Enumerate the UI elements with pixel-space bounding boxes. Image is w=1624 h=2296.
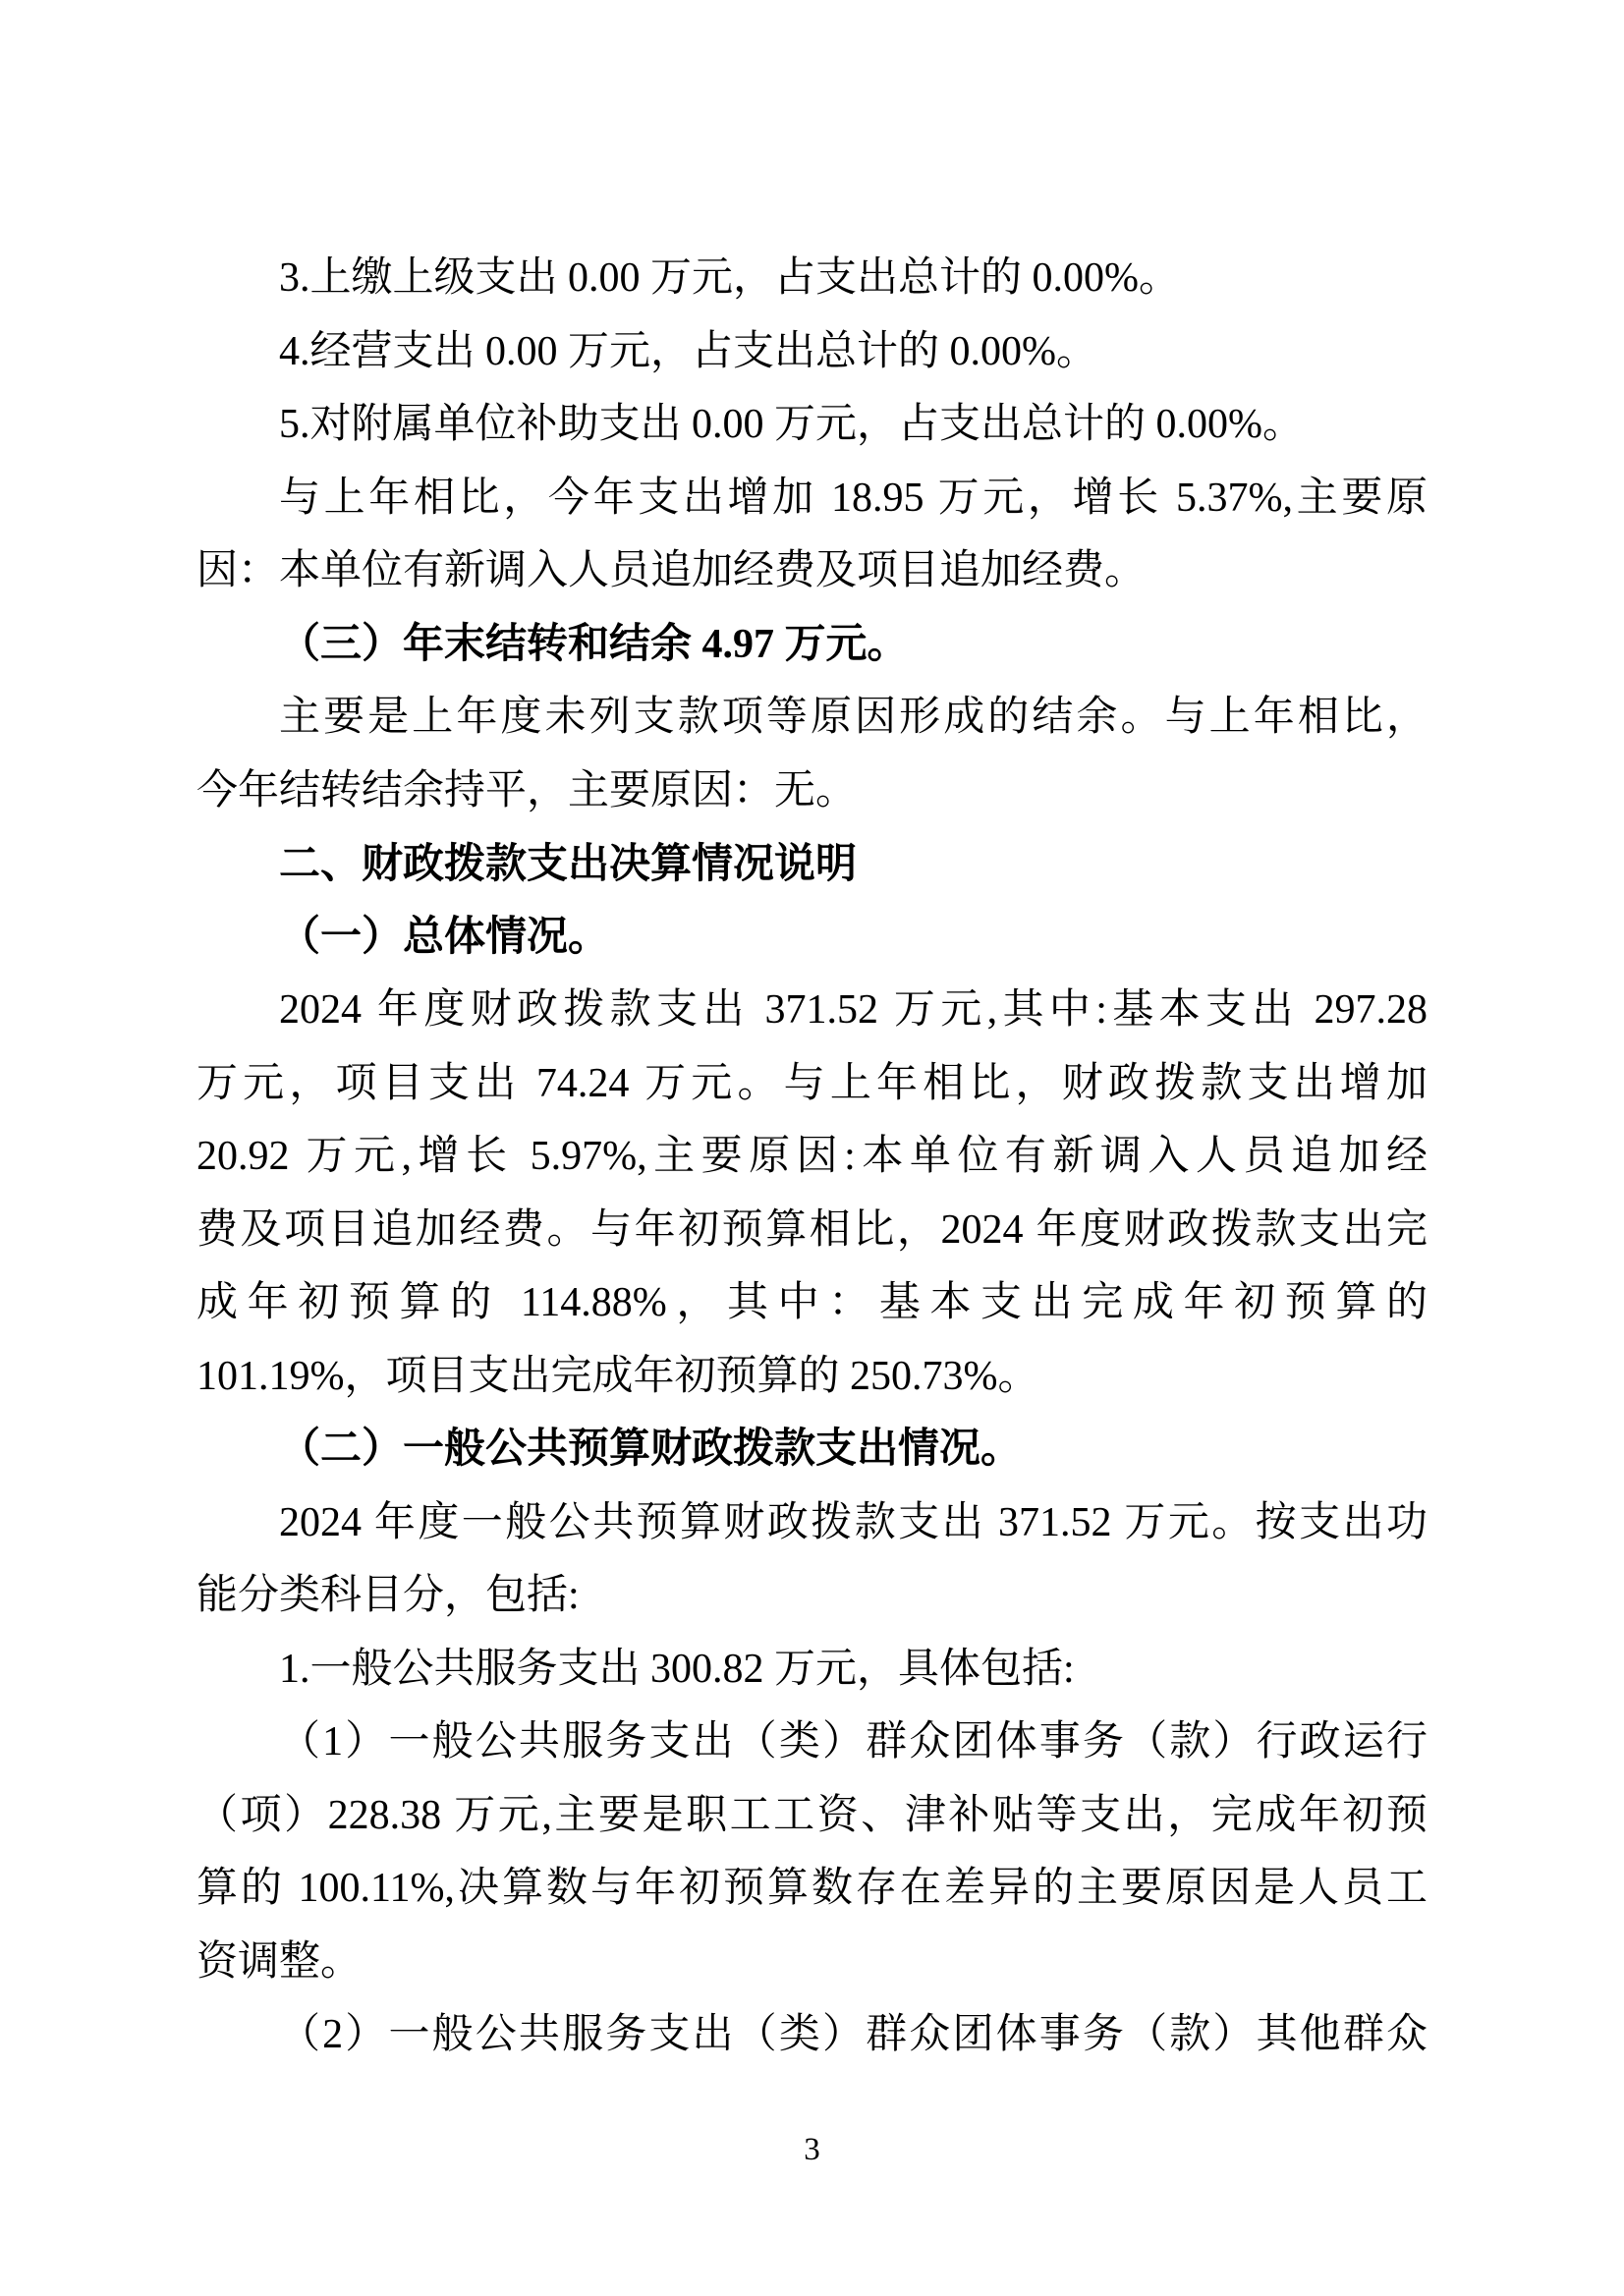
paragraph-line: 万元，项目支出 74.24 万元。与上年相比，财政拨款支出增加 (196, 1060, 1428, 1106)
paragraph-line: 主要是上年度未列支款项等原因形成的结余。与上年相比， (279, 695, 1428, 740)
list-item-line: 5.对附属单位补助支出 0.00 万元，占支出总计的 0.00%。 (279, 402, 1304, 447)
paragraph-line: （1）一般公共服务支出（类）群众团体事务（款）行政运行 (279, 1719, 1428, 1764)
paragraph-line: （2）一般公共服务支出（类）群众团体事务（款）其他群众 (279, 2012, 1428, 2057)
paragraph-line: 2024 年度一般公共预算财政拨款支出 371.52 万元。按支出功 (279, 1499, 1428, 1545)
paragraph-line: 与上年相比，今年支出增加 18.95 万元，增长 5.37%,主要原 (279, 475, 1428, 521)
paragraph-line: 费及项目追加经费。与年初预算相比，2024 年度财政拨款支出完 (196, 1206, 1428, 1253)
document-body (196, 242, 1428, 2072)
list-item-line: 3.上缴上级支出 0.00 万元，占支出总计的 0.00%。 (279, 255, 1180, 301)
paragraph-line: 101.19%，项目支出完成年初预算的 250.73%。 (196, 1353, 1039, 1399)
subsection-heading: （三）年末结转和结余 4.97 万元。 (279, 621, 909, 667)
paragraph-line: 20.92 万元,增长 5.97%,主要原因:本单位有新调入人员追加经 (196, 1134, 1428, 1179)
subsection-heading: （二）一般公共预算财政拨款支出情况。 (279, 1427, 1023, 1472)
subsection-heading: （一）总体情况。 (279, 914, 610, 960)
list-item-line: 4.经营支出 0.00 万元，占支出总计的 0.00%。 (279, 328, 1097, 374)
paragraph-line: 2024 年度财政拨款支出 371.52 万元,其中:基本支出 297.28 (279, 987, 1428, 1033)
paragraph-line: 资调整。 (196, 1938, 363, 1985)
paragraph-line: 能分类科目分，包括: (196, 1573, 580, 1618)
paragraph-line: 因：本单位有新调入人员追加经费及项目追加经费。 (196, 548, 1147, 593)
page-number: 3 (804, 2132, 820, 2167)
paragraph-line: 算的 100.11%,决算数与年初预算数存在差异的主要原因是人员工 (196, 1866, 1428, 1911)
paragraph-line: （项）228.38 万元,主要是职工工资、津补贴等支出，完成年初预 (196, 1792, 1428, 1838)
paragraph-line: 成年初预算的 114.88%，其中：基本支出完成年初预算的 (196, 1280, 1428, 1325)
paragraph-line: 今年结转结余持平，主要原因：无。 (196, 767, 858, 813)
list-item-line: 1.一般公共服务支出 300.82 万元，具体包括: (279, 1646, 1075, 1692)
section-heading: 二、财政拨款支出决算情况说明 (279, 840, 858, 886)
